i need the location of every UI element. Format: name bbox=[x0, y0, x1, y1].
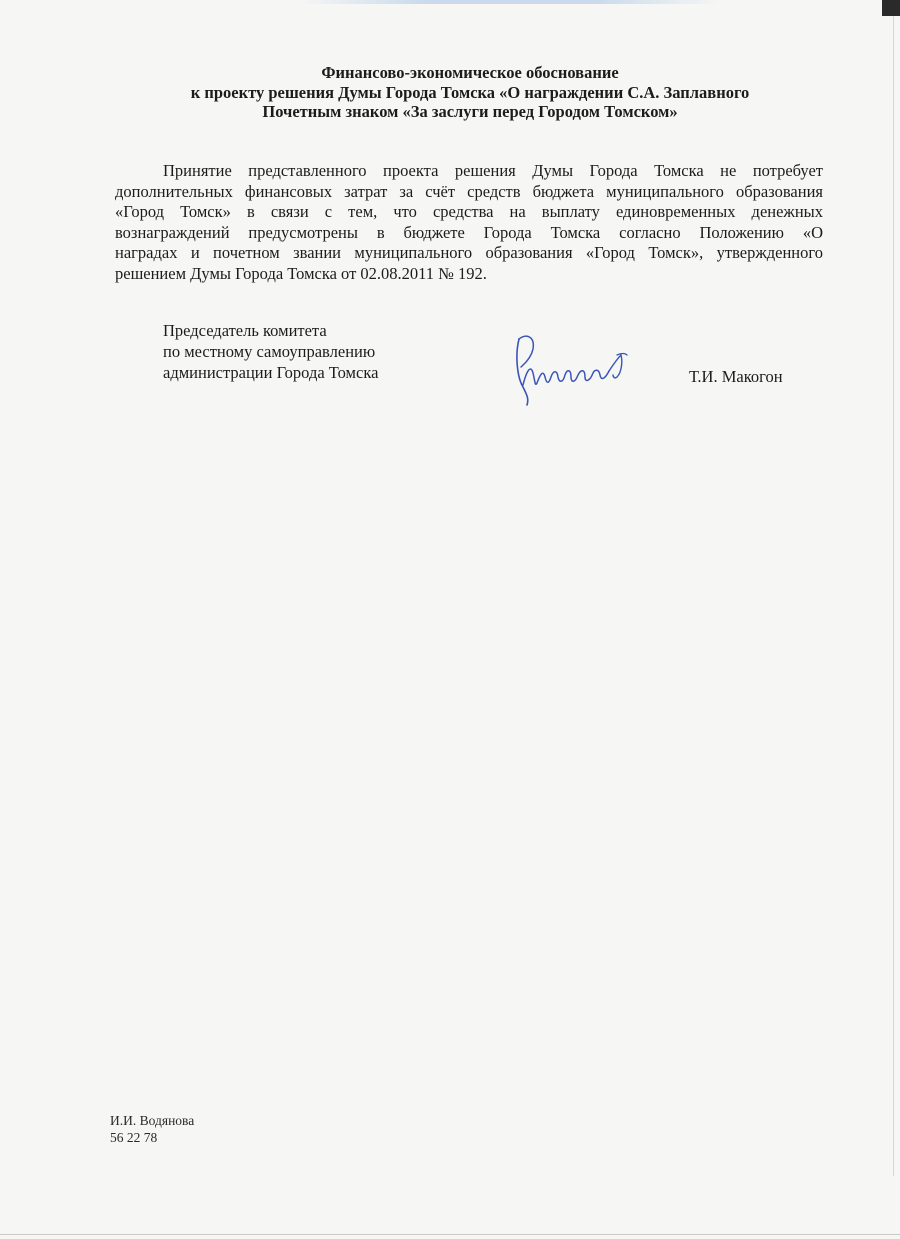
signer-position bbox=[163, 320, 378, 383]
scan-edge-mark bbox=[300, 0, 720, 4]
body-line: решением Думы Города Томска от 02.08.2011 № 192. bbox=[115, 263, 487, 283]
body-line: Принятие представленного проекта решения Думы Города Томска не потребует bbox=[163, 161, 823, 180]
body-line: «Город Томск» в связи с тем, что средства на выплату единовременных денежных bbox=[115, 202, 823, 221]
scan-edge-line bbox=[893, 16, 894, 1176]
executor-info bbox=[110, 1112, 194, 1146]
body-line: наградах и почетном звании муниципального образования «Город Томск», утвержденного bbox=[115, 243, 823, 262]
executor-phone: 56 22 78 bbox=[110, 1130, 158, 1145]
signer-position-line-2: по местному самоуправлению bbox=[163, 342, 376, 361]
signer-position-line-1: Председатель комитета bbox=[163, 321, 327, 340]
scan-bottom-line bbox=[0, 1234, 900, 1235]
body-line: вознаграждений предусмотрены в бюджете Города Томска согласно Положению «О bbox=[115, 222, 823, 242]
signer-position-line-3: администрации Города Томска bbox=[163, 363, 379, 382]
document-title bbox=[110, 63, 830, 122]
title-line-1: Финансово-экономическое обоснование bbox=[321, 63, 619, 82]
scan-corner-mark bbox=[882, 0, 900, 16]
signer-name: Т.И. Макогон bbox=[689, 367, 783, 386]
handwritten-signature bbox=[505, 325, 635, 410]
body-line: дополнительных финансовых затрат за счёт средств бюджета муниципального образования bbox=[115, 181, 823, 201]
executor-name: И.И. Водянова bbox=[110, 1113, 195, 1128]
title-line-3: Почетным знаком «За заслуги перед Городом Томском» bbox=[262, 102, 678, 121]
title-line-2: к проекту решения Думы Города Томска «О награждении С.А. Заплавного bbox=[190, 82, 750, 102]
body-paragraph bbox=[115, 161, 823, 284]
